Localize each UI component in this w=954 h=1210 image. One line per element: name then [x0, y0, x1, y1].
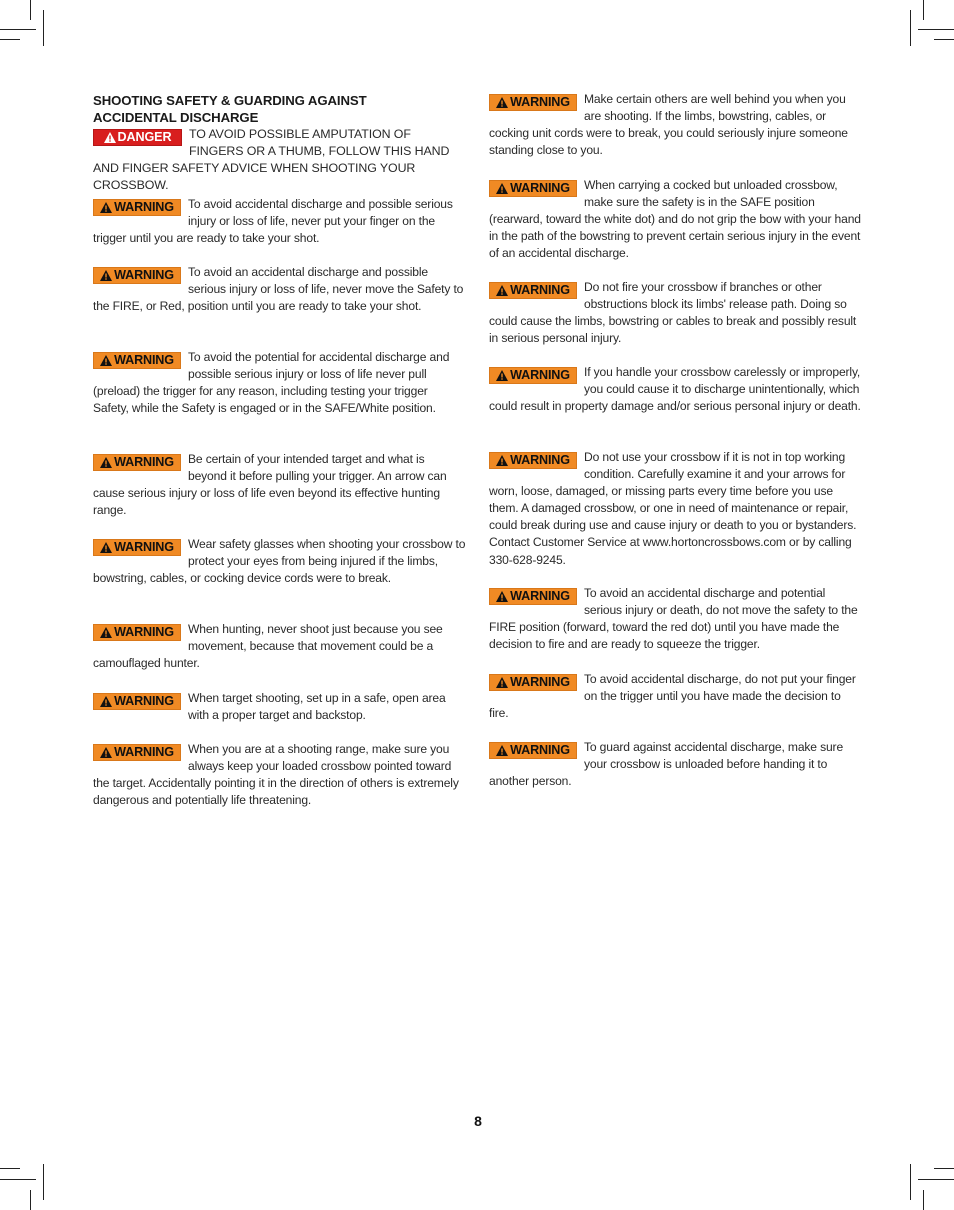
warning-triangle-icon [100, 696, 112, 707]
warning-badge-label: WARNING [510, 675, 570, 689]
warning-block [489, 279, 861, 347]
warning-badge-label: WARNING [510, 743, 570, 757]
page-number: 8 [474, 1113, 482, 1129]
warning-block [489, 585, 861, 653]
warning-block [93, 741, 466, 809]
warning-text: To avoid an accidental discharge and possible serious injury or loss of life, never move the Safety to the FIRE, or Red, position until you are ready to take your shot. [93, 265, 464, 314]
danger-badge-label: DANGER [117, 130, 172, 144]
warning-block [93, 349, 466, 417]
warning-block [489, 671, 861, 722]
warning-triangle-icon [104, 132, 116, 143]
warning-triangle-icon [100, 457, 112, 468]
warning-text: Wear safety glasses when shooting your crossbow to protect your eyes from being injured if the limbs, bowstring, cables, or cocking device cords were to break. [93, 537, 466, 586]
warning-text: When hunting, never shoot just because you see movement, because that movement could be a camouflaged hunter. [93, 622, 443, 671]
warning-badge [93, 352, 181, 369]
warning-badge [93, 624, 181, 641]
warning-triangle-icon [100, 542, 112, 553]
warning-block [489, 364, 861, 415]
warning-badge [93, 744, 181, 761]
warning-block [489, 177, 861, 262]
section-heading-line2: ACCIDENTAL DISCHARGE [93, 110, 259, 125]
warning-badge-label: WARNING [510, 453, 570, 467]
warning-text: To guard against accidental discharge, make sure your crossbow is unloaded before handing it to another person. [489, 740, 844, 789]
warning-badge-label: WARNING [510, 181, 570, 195]
warning-badge-label: WARNING [510, 283, 570, 297]
warning-badge [489, 94, 577, 111]
warning-badge [489, 742, 577, 759]
section-heading-line1: SHOOTING SAFETY & GUARDING AGAINST [93, 93, 367, 108]
warning-triangle-icon [496, 745, 508, 756]
warning-badge [489, 674, 577, 691]
warning-badge [489, 452, 577, 469]
warning-triangle-icon [496, 677, 508, 688]
warning-text: Make certain others are well behind you when you are shooting. If the limbs, bowstring, cables, or cocking unit cords were to break, you could seriously injure someone standing close to you. [489, 92, 848, 158]
warning-triangle-icon [496, 97, 508, 108]
warning-badge-label: WARNING [114, 353, 174, 367]
warning-badge-label: WARNING [114, 745, 174, 759]
warning-triangle-icon [496, 285, 508, 296]
warning-badge [93, 454, 181, 471]
warning-badge-label: WARNING [510, 368, 570, 382]
warning-badge [489, 180, 577, 197]
warning-triangle-icon [496, 370, 508, 381]
warning-block [93, 196, 466, 247]
warning-badge [489, 588, 577, 605]
warning-badge [93, 267, 181, 284]
warning-text: Do not use your crossbow if it is not in top working condition. Carefully examine it and your arrows for worn, loose, damaged, or missing parts every time before you use them. A damaged crossbow, or one in need of maintenance or repair, could break during use and cause injury or death to you or bystanders. Contact Customer Service at www.hortoncrossbows.com or by calling 330-628-9245. [489, 450, 857, 567]
warning-block [93, 451, 466, 519]
warning-badge-label: WARNING [114, 540, 174, 554]
warning-text: When carrying a cocked but unloaded crossbow, make sure the safety is in the SAFE position (rearward, toward the white dot) and do not grip the bow with your hand in the path of the bowstring to prevent certain serious injury in the event of an accidental discharge. [489, 178, 861, 261]
warning-block [93, 690, 466, 724]
warning-block [489, 739, 861, 790]
warning-triangle-icon [100, 202, 112, 213]
warning-badge-label: WARNING [114, 200, 174, 214]
warning-block [93, 536, 466, 587]
warning-badge-label: WARNING [114, 694, 174, 708]
danger-notice [93, 126, 466, 194]
warning-text: Do not fire your crossbow if branches or other obstructions block its limbs' release path. Doing so could cause the limbs, bowstring or cables to break and possibly result in serious personal injury. [489, 280, 857, 346]
warning-badge [489, 367, 577, 384]
warning-badge-label: WARNING [510, 95, 570, 109]
warning-badge-label: WARNING [114, 625, 174, 639]
warning-triangle-icon [100, 355, 112, 366]
section-heading [93, 92, 473, 126]
danger-notice-text: TO AVOID POSSIBLE AMPUTATION OF FINGERS OR A THUMB, FOLLOW THIS HAND AND FINGER SAFETY ADVICE WHEN SHOOTING YOUR CROSSBOW. [93, 127, 450, 193]
warning-text: Be certain of your intended target and what is beyond it before pulling your trigger. An arrow can cause serious injury or loss of life even beyond its effective hunting range. [93, 452, 447, 518]
warning-text: To avoid accidental discharge, do not put your finger on the trigger until you have made the decision to fire. [489, 672, 856, 721]
warning-block [489, 91, 861, 159]
warning-block [489, 449, 861, 569]
warning-badge [93, 539, 181, 556]
warning-text: To avoid accidental discharge and possible serious injury or loss of life, never put your finger on the trigger until you are ready to take your shot. [93, 197, 453, 246]
warning-text: To avoid an accidental discharge and potential serious injury or death, do not move the safety to the FIRE position (forward, toward the red dot) until you have made the decision to fire and are ready to squeeze the trigger. [489, 586, 858, 652]
warning-badge-label: WARNING [114, 455, 174, 469]
warning-text: To avoid the potential for accidental discharge and possible serious injury or loss of life never pull (preload) the trigger for any reason, including testing your trigger Safety, while the Safety is engaged or in the SAFE/White position. [93, 350, 450, 416]
warning-badge [93, 199, 181, 216]
warning-text: When target shooting, set up in a safe, open area with a proper target and backstop. [188, 691, 446, 723]
warning-triangle-icon [100, 270, 112, 281]
warning-triangle-icon [496, 591, 508, 602]
warning-badge-label: WARNING [510, 589, 570, 603]
warning-text: If you handle your crossbow carelessly or improperly, you could cause it to discharge unintentionally, which could result in property damage and/or serious personal injury or death. [489, 365, 861, 414]
warning-block [93, 264, 466, 315]
warning-text: When you are at a shooting range, make sure you always keep your loaded crossbow pointed toward the target. Accidentally pointing it in the direction of others is extremely dangerous and potentially life threatening. [93, 742, 459, 808]
warning-block [93, 621, 466, 672]
warning-triangle-icon [496, 183, 508, 194]
warning-triangle-icon [496, 455, 508, 466]
danger-badge [93, 129, 182, 146]
warning-badge-label: WARNING [114, 268, 174, 282]
warning-badge [489, 282, 577, 299]
warning-triangle-icon [100, 747, 112, 758]
warning-triangle-icon [100, 627, 112, 638]
warning-badge [93, 693, 181, 710]
